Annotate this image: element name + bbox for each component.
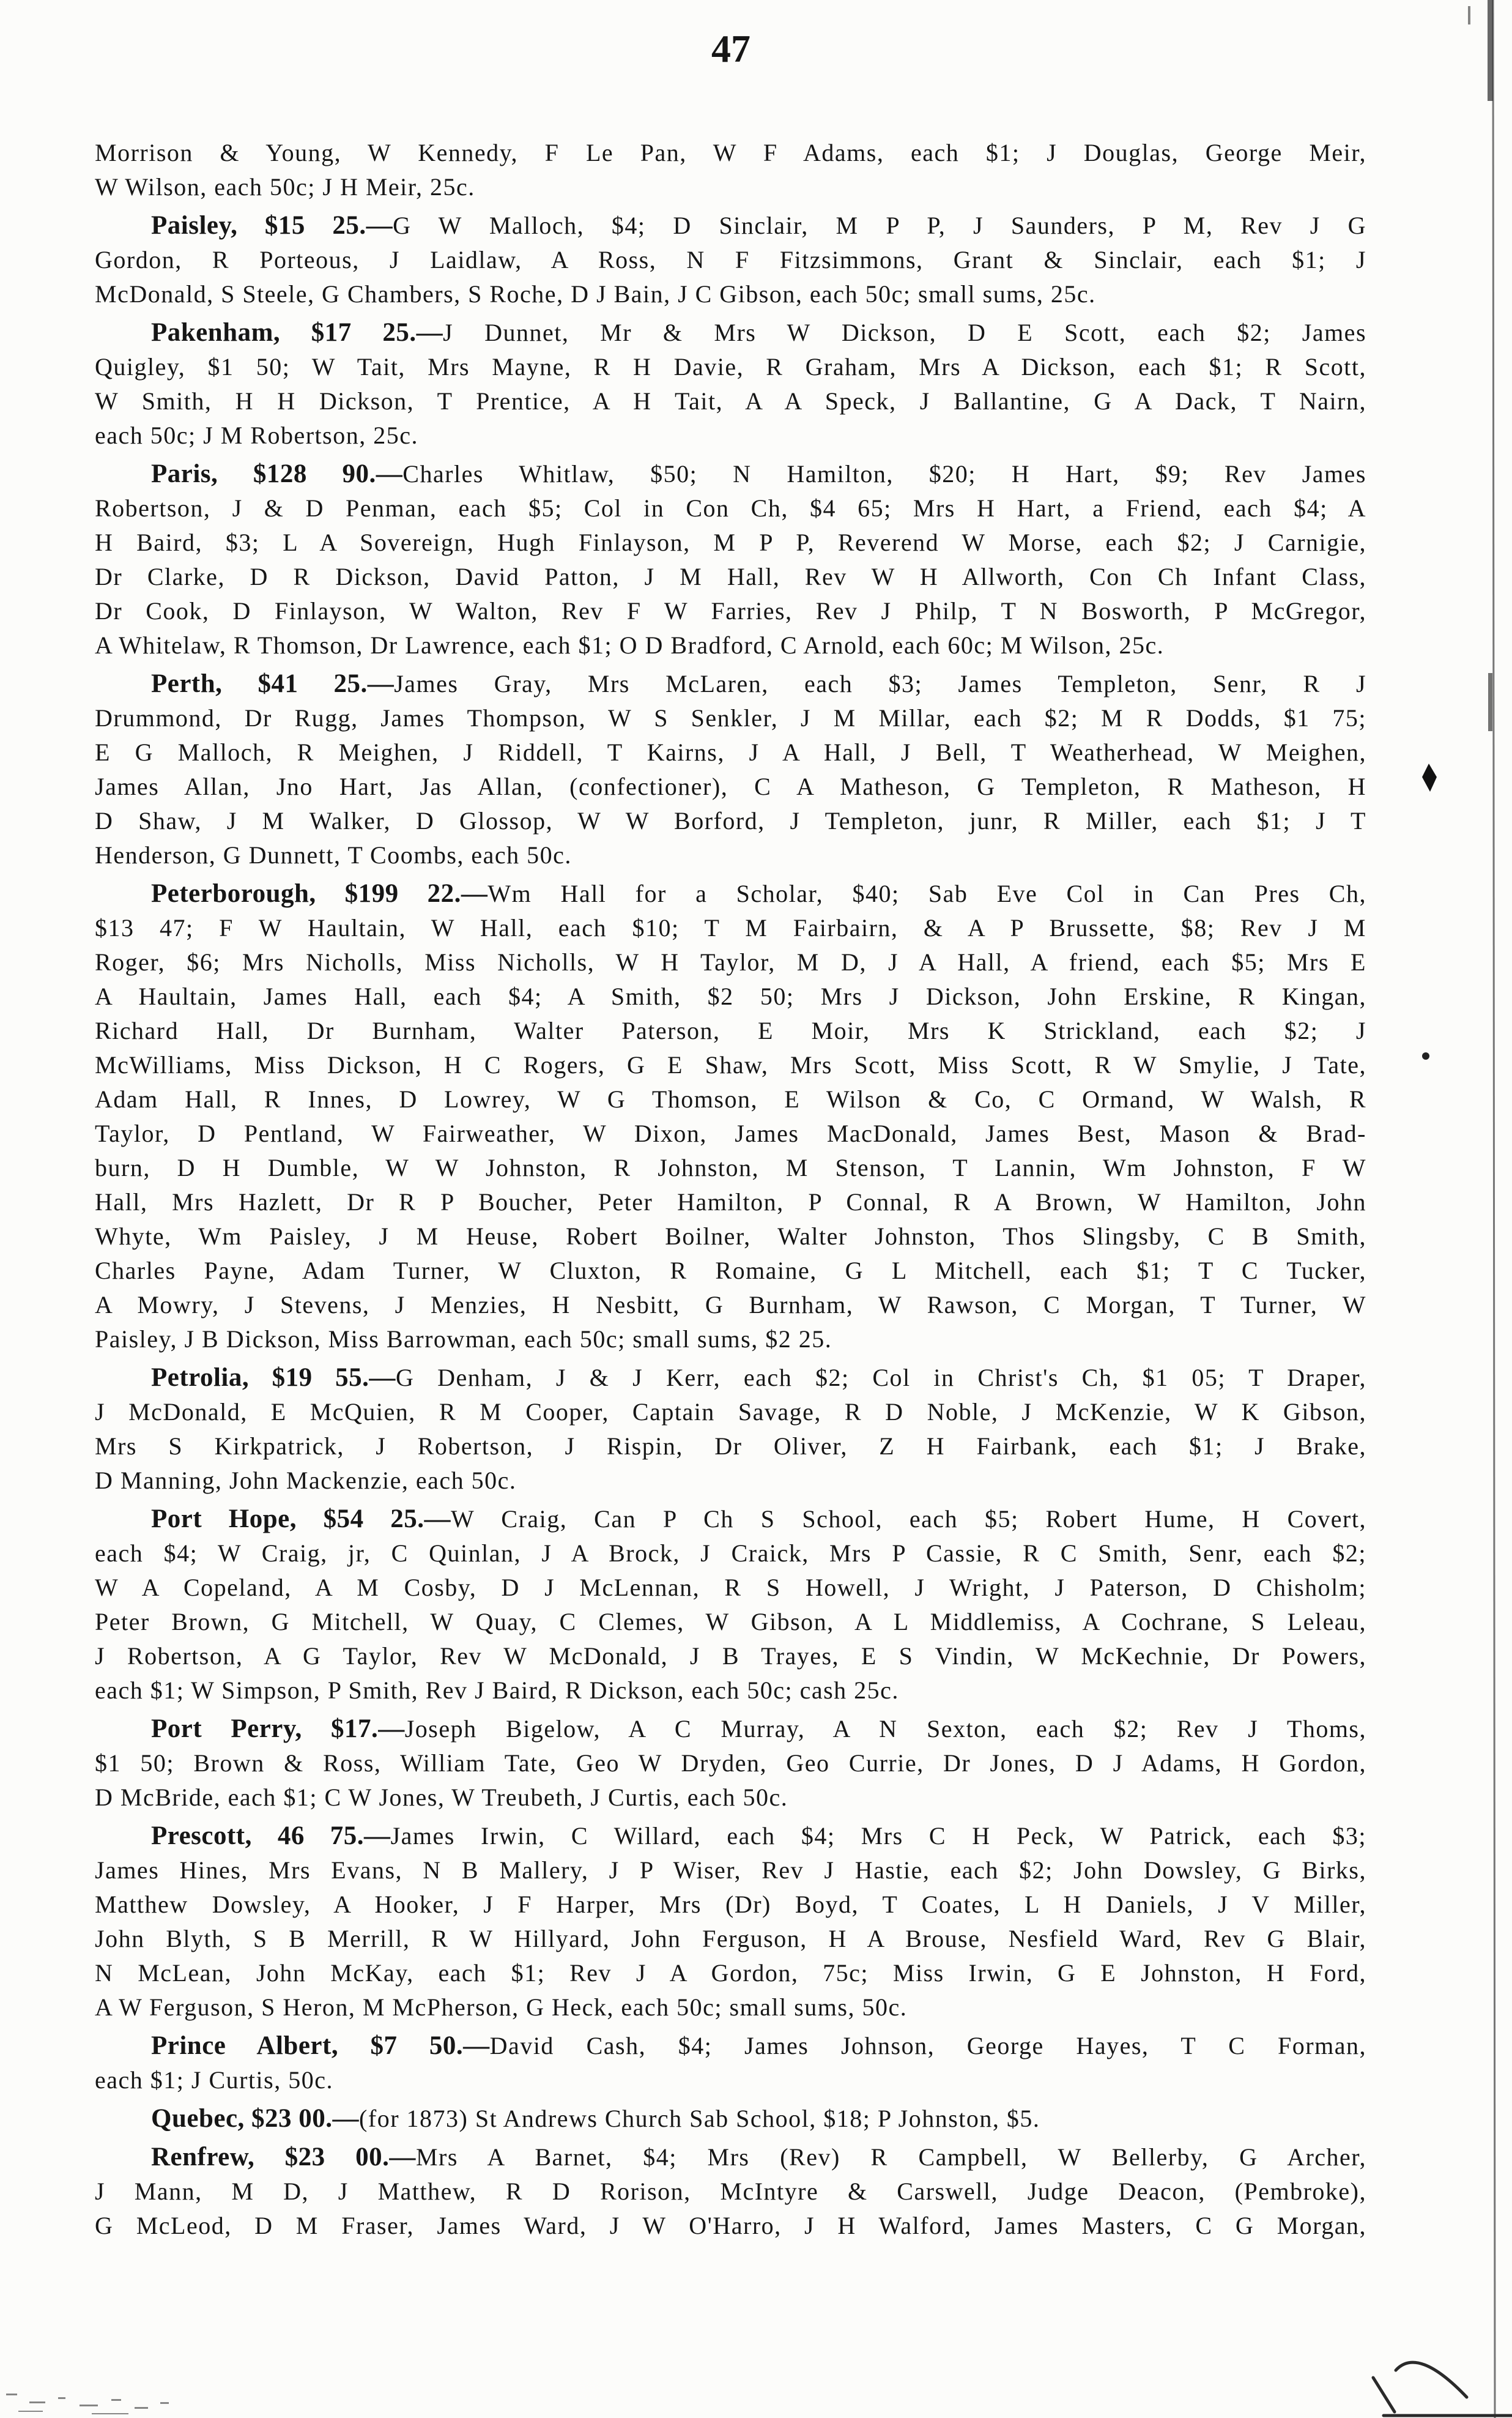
entry-line-text: G W Malloch, $4; D Sinclair, M P P, J Saunders, P M, Rev J G — [393, 212, 1366, 239]
entry-place-heading: Renfrew, $23 00.— — [151, 2143, 416, 2171]
entry-line: McDonald, S Steele, G Chambers, S Roche, D J Bain, J C Gibson, each 50c; small sums, 25c. — [95, 280, 1096, 308]
entry-line — [95, 209, 1366, 243]
entry-line: A Whitelaw, R Thomson, Dr Lawrence, each $1; O D Bradford, C Arnold, each 60c; M Wilson, 25c. — [95, 631, 1165, 659]
subscription-entry — [95, 1502, 1366, 1708]
entry-line — [95, 2102, 1366, 2136]
entry-place-heading: Peterborough, $199 22.— — [151, 879, 488, 908]
entry-place-heading: Perth, $41 25.— — [151, 669, 395, 698]
entry-line: Charles Payne, Adam Turner, W Cluxton, R Romaine, G L Mitchell, each $1; T C Tucker, — [95, 1257, 1366, 1284]
entry-line — [95, 2029, 1366, 2063]
subscription-entry — [95, 1361, 1366, 1498]
subscription-entry — [95, 1819, 1366, 2025]
subscription-entry — [95, 877, 1366, 1356]
entry-line: Taylor, D Pentland, W Fairweather, W Dixon, James MacDonald, James Best, Mason & Brad- — [95, 1120, 1366, 1147]
entry-line — [95, 1361, 1366, 1395]
entry-place-heading: Paisley, $15 25.— — [151, 211, 393, 240]
entry-line: Hall, Mrs Hazlett, Dr R P Boucher, Peter Hamilton, P Connal, R A Brown, W Hamilton, John — [95, 1188, 1366, 1216]
entry-line: Mrs S Kirkpatrick, J Robertson, J Rispin, Dr Oliver, Z H Fairbank, each $1; J Brake, — [95, 1432, 1366, 1460]
entry-line: J Robertson, A G Taylor, Rev W McDonald, J B Trayes, E S Vindin, W McKechnie, Dr Powers, — [95, 1642, 1366, 1670]
entry-line-text: Joseph Bigelow, A C Murray, A N Sexton, each $2; Rev J Thoms, — [404, 1715, 1367, 1743]
entry-line-text: J Dunnet, Mr & Mrs W Dickson, D E Scott, each $2; James — [443, 319, 1367, 346]
entry-line: Peter Brown, G Mitchell, W Quay, C Clemes, W Gibson, A L Middlemiss, A Cochrane, S Leleau, — [95, 1608, 1366, 1635]
entry-line: burn, D H Dumble, W W Johnston, R Johnston, M Stenson, T Lannin, Wm Johnston, F W — [95, 1154, 1366, 1181]
entry-place-heading: Pakenham, $17 25.— — [151, 318, 443, 347]
entry-line: $13 47; F W Haultain, W Hall, each $10; T M Fairbairn, & A P Brussette, $8; Rev J M — [95, 914, 1366, 942]
entry-line: each $1; W Simpson, P Smith, Rev J Baird, R Dickson, each 50c; cash 25c. — [95, 1676, 899, 1704]
entry-line-text: Charles Whitlaw, $50; N Hamilton, $20; H Hart, $9; Rev James — [402, 460, 1366, 488]
entry-line: H Baird, $3; L A Sovereign, Hugh Finlayson, M P P, Reverend W Morse, each $2; J Carnigie, — [95, 529, 1366, 556]
entry-line: Dr Clarke, D R Dickson, David Patton, J M Hall, Rev W H Allworth, Con Ch Infant Class, — [95, 563, 1366, 590]
entry-line: each 50c; J M Robertson, 25c. — [95, 422, 418, 449]
entry-line: Robertson, J & D Penman, each $5; Col in Con Ch, $4 65; Mrs H Hart, a Friend, each $4; A — [95, 494, 1366, 522]
entry-place-heading: Petrolia, $19 55.— — [151, 1363, 396, 1392]
entry-place-heading: Prescott, 46 75.— — [151, 1821, 391, 1850]
entry-line: W A Copeland, A M Cosby, D J McLennan, R S Howell, J Wright, J Paterson, D Chisholm; — [95, 1574, 1366, 1601]
entry-line: D Shaw, J M Walker, D Glossop, W W Borford, J Templeton, junr, R Miller, each $1; J T — [95, 807, 1366, 835]
entry-line: A W Ferguson, S Heron, M McPherson, G Heck, each 50c; small sums, 50c. — [95, 1993, 908, 2021]
entry-line: Drummond, Dr Rugg, James Thompson, W S Senkler, J M Millar, each $2; M R Dodds, $1 75; — [95, 704, 1366, 732]
entry-line-text: (for 1873) St Andrews Church Sab School, $18; P Johnston, $5. — [359, 2105, 1040, 2132]
entry-line-text: G Denham, J & J Kerr, each $2; Col in Christ's Ch, $1 05; T Draper, — [395, 1364, 1366, 1391]
entry-line: Gordon, R Porteous, J Laidlaw, A Ross, N F Fitzsimmons, Grant & Sinclair, each $1; J — [95, 246, 1366, 273]
entry-line: Quigley, $1 50; W Tait, Mrs Mayne, R H Davie, R Graham, Mrs A Dickson, each $1; R Scott, — [95, 353, 1366, 381]
entry-line: $1 50; Brown & Ross, William Tate, Geo W Dryden, Geo Currie, Dr Jones, D J Adams, H Gordon, — [95, 1749, 1366, 1777]
entry-place-heading: Port Hope, $54 25.— — [151, 1505, 451, 1533]
entry-line: Henderson, G Dunnett, T Coombs, each 50c. — [95, 841, 572, 869]
entry-line: Richard Hall, Dr Burnham, Walter Paterson, E Moir, Mrs K Strickland, each $2; J — [95, 1017, 1366, 1044]
ink-blot — [1422, 764, 1437, 792]
entry-line: Morrison & Young, W Kennedy, F Le Pan, W F Adams, each $1; J Douglas, George Meir, — [95, 139, 1366, 166]
entry-line: A Haultain, James Hall, each $4; A Smith, $2 50; Mrs J Dickson, John Erskine, R Kingan, — [95, 983, 1366, 1010]
entry-line: James Hines, Mrs Evans, N B Mallery, J P Wiser, Rev J Hastie, each $2; John Dowsley, G Birks, — [95, 1856, 1366, 1884]
entry-line: Whyte, Wm Paisley, J M Heuse, Robert Boilner, Walter Johnston, Thos Slingsby, C B Smith, — [95, 1222, 1366, 1250]
entry-line-text: James Irwin, C Willard, each $4; Mrs C H Peck, W Patrick, each $3; — [390, 1822, 1366, 1850]
entry-line — [95, 1819, 1366, 1853]
subscription-entry — [95, 1712, 1366, 1815]
page-number: 47 — [711, 27, 750, 70]
entry-line: Dr Cook, D Finlayson, W Walton, Rev F W Farries, Rev J Philp, T N Bosworth, P McGregor, — [95, 597, 1366, 625]
entry-line-text: W Craig, Can P Ch S School, each $5; Robert Hume, H Covert, — [451, 1505, 1366, 1533]
entry-place-heading: Port Perry, $17.— — [151, 1714, 405, 1743]
entry-place-heading: Prince Albert, $7 50.— — [151, 2031, 490, 2060]
entry-line: A Mowry, J Stevens, J Menzies, H Nesbitt, G Burnham, W Rawson, C Morgan, T Turner, W — [95, 1291, 1366, 1319]
entry-place-heading: Paris, $128 90.— — [151, 459, 403, 488]
subscription-list — [95, 136, 1366, 2243]
entry-line — [95, 877, 1366, 911]
entry-line — [95, 1712, 1366, 1746]
entry-line: each $1; J Curtis, 50c. — [95, 2066, 333, 2094]
entry-line: McWilliams, Miss Dickson, H C Rogers, G E Shaw, Mrs Scott, Miss Scott, R W Smylie, J Tate, — [95, 1051, 1366, 1079]
entry-line-text: Mrs A Barnet, $4; Mrs (Rev) R Campbell, W Bellerby, G Archer, — [415, 2143, 1367, 2171]
entry-line-text: Wm Hall for a Scholar, $40; Sab Eve Col in Can Pres Ch, — [487, 880, 1366, 907]
scan-noise — [6, 2394, 169, 2414]
entry-line — [95, 2140, 1366, 2174]
continued-entry — [95, 136, 1366, 204]
entry-line — [95, 457, 1366, 491]
entry-line: D Manning, John Mackenzie, each 50c. — [95, 1467, 517, 1494]
scan-edge-line — [1493, 0, 1495, 2418]
entry-line: G McLeod, D M Fraser, James Ward, J W O'Harro, J H Walford, James Masters, C G Morgan, — [95, 2212, 1366, 2239]
subscription-entry — [95, 2102, 1366, 2136]
scan-edge-shadow — [1488, 0, 1493, 101]
entry-line: E G Malloch, R Meighen, J Riddell, T Kairns, J A Hall, J Bell, T Weatherhead, W Meighen, — [95, 738, 1366, 766]
subscription-entry — [95, 209, 1366, 311]
scan-edge-shadow — [1488, 673, 1492, 731]
entry-line: Adam Hall, R Innes, D Lowrey, W G Thomson, E Wilson & Co, C Ormand, W Walsh, R — [95, 1085, 1366, 1113]
subscription-entry — [95, 316, 1366, 453]
entry-line: W Wilson, each 50c; J H Meir, 25c. — [95, 173, 475, 201]
subscription-entry — [95, 2140, 1366, 2243]
subscription-entry — [95, 2029, 1366, 2097]
entry-line: Roger, $6; Mrs Nicholls, Miss Nicholls, W H Taylor, M D, J A Hall, A friend, each $5; Mrs E — [95, 948, 1366, 976]
subscription-entry — [95, 667, 1366, 872]
entry-line-text: James Gray, Mrs McLaren, each $3; James Templeton, Senr, R J — [394, 670, 1367, 698]
ink-dot — [1422, 1052, 1429, 1060]
entry-line — [95, 667, 1366, 701]
entry-line: N McLean, John McKay, each $1; Rev J A Gordon, 75c; Miss Irwin, G E Johnston, H Ford, — [95, 1959, 1366, 1987]
entry-line — [95, 1502, 1366, 1536]
scan-edge-tick — [1468, 6, 1470, 24]
entry-line: W Smith, H H Dickson, T Prentice, A H Tait, A A Speck, J Ballantine, G A Dack, T Nairn, — [95, 387, 1366, 415]
page-curl — [1373, 2362, 1512, 2416]
entry-line — [95, 316, 1366, 350]
entry-line: each $4; W Craig, jr, C Quinlan, J A Brock, J Craick, Mrs P Cassie, R C Smith, Senr, each $2; — [95, 1539, 1366, 1567]
subscription-entry — [95, 457, 1366, 663]
entry-line-text: David Cash, $4; James Johnson, George Hayes, T C Forman, — [489, 2032, 1366, 2059]
entry-line: J McDonald, E McQuien, R M Cooper, Captain Savage, R D Noble, J McKenzie, W K Gibson, — [95, 1398, 1366, 1426]
entry-line: J Mann, M D, J Matthew, R D Rorison, McIntyre & Carswell, Judge Deacon, (Pembroke), — [95, 2178, 1366, 2205]
entry-line: D McBride, each $1; C W Jones, W Treubeth, J Curtis, each 50c. — [95, 1784, 788, 1811]
entry-line: James Allan, Jno Hart, Jas Allan, (confectioner), C A Matheson, G Templeton, R Matheson, H — [95, 773, 1366, 800]
entry-place-heading: Quebec, $23 00.— — [151, 2104, 360, 2133]
entry-line: John Blyth, S B Merrill, R W Hillyard, John Ferguson, H A Brouse, Nesfield Ward, Rev G Blair, — [95, 1925, 1366, 1952]
entry-line: Matthew Dowsley, A Hooker, J F Harper, Mrs (Dr) Boyd, T Coates, L H Daniels, J V Miller, — [95, 1891, 1366, 1918]
entry-line: Paisley, J B Dickson, Miss Barrowman, each 50c; small sums, $2 25. — [95, 1325, 832, 1353]
